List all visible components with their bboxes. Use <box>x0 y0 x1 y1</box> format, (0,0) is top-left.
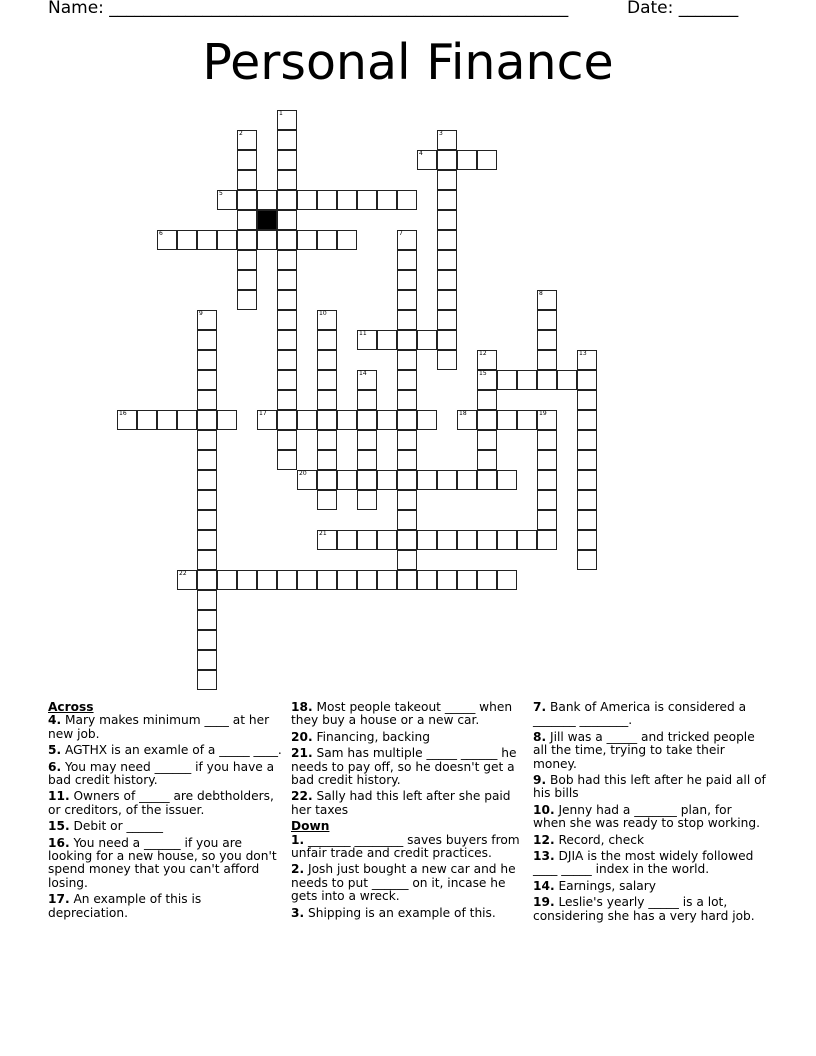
grid-cell[interactable] <box>277 350 297 370</box>
grid-cell[interactable] <box>297 570 317 590</box>
down-clue: 3. Shipping is an example of this. <box>291 905 496 920</box>
grid-cell[interactable] <box>237 190 257 210</box>
grid-cell[interactable] <box>277 410 297 430</box>
grid-cell[interactable] <box>477 350 497 370</box>
across-clue: 17. An example of this is depreciation. <box>48 892 202 920</box>
grid-cell[interactable] <box>197 630 217 650</box>
grid-cell[interactable] <box>217 570 237 590</box>
grid-cell[interactable] <box>377 410 397 430</box>
grid-cell[interactable] <box>537 350 557 370</box>
clue-number: 16 <box>119 410 127 417</box>
grid-cell[interactable] <box>197 450 217 470</box>
clue-column-3 <box>533 701 768 926</box>
grid-cell[interactable] <box>537 450 557 470</box>
grid-cell[interactable] <box>277 390 297 410</box>
down-clue: 14. Earnings, salary <box>533 878 656 893</box>
grid-cell[interactable] <box>577 450 597 470</box>
clue-number: 10 <box>319 310 327 317</box>
grid-cell[interactable] <box>337 410 357 430</box>
grid-cell[interactable] <box>537 370 557 390</box>
grid-cell[interactable] <box>277 230 297 250</box>
across-clue: 4. Mary makes minimum ____ at her new job. <box>48 713 270 741</box>
grid-cell[interactable] <box>517 410 537 430</box>
grid-cell[interactable] <box>357 390 377 410</box>
down-clue: 8. Jill was a _____ and tricked people all the time, trying to take their money. <box>533 729 755 771</box>
grid-cell[interactable] <box>437 150 457 170</box>
grid-cell[interactable] <box>377 470 397 490</box>
grid-cell[interactable] <box>217 190 237 210</box>
grid-cell[interactable] <box>357 330 377 350</box>
grid-cell[interactable] <box>437 170 457 190</box>
across-clue: 20. Financing, backing <box>291 729 430 744</box>
grid-cell[interactable] <box>197 430 217 450</box>
grid-cell[interactable] <box>237 250 257 270</box>
grid-cell[interactable] <box>357 570 377 590</box>
grid-cell[interactable] <box>397 290 417 310</box>
grid-cell[interactable] <box>277 370 297 390</box>
grid-cell[interactable] <box>357 190 377 210</box>
grid-cell[interactable] <box>257 190 277 210</box>
grid-cell[interactable] <box>317 470 337 490</box>
grid-cell[interactable] <box>397 370 417 390</box>
grid-cell[interactable] <box>437 130 457 150</box>
grid-cell[interactable] <box>237 270 257 290</box>
grid-cell[interactable] <box>377 530 397 550</box>
down-clue: 7. Bank of America is considered a _______ ________. <box>533 700 747 728</box>
grid-cell[interactable] <box>577 490 597 510</box>
grid-cell[interactable] <box>177 230 197 250</box>
grid-cell[interactable] <box>437 530 457 550</box>
grid-cell[interactable] <box>197 410 217 430</box>
grid-cell[interactable] <box>477 410 497 430</box>
clue-number: 19 <box>539 410 547 417</box>
grid-cell[interactable] <box>377 330 397 350</box>
across-clue: 18. Most people takeout _____ when they buy a house or a new car. <box>291 700 513 728</box>
grid-cell[interactable] <box>437 350 457 370</box>
grid-cell[interactable] <box>277 150 297 170</box>
grid-cell[interactable] <box>377 190 397 210</box>
grid-cell[interactable] <box>397 250 417 270</box>
grid-cell[interactable] <box>457 470 477 490</box>
down-clue: 13. DJIA is the most widely followed ____ _____ index in the world. <box>533 849 754 877</box>
puzzle-title: Personal Finance <box>202 34 614 91</box>
down-clue: 10. Jenny had a _______ plan, for when she was ready to stop working. <box>533 802 760 831</box>
grid-cell[interactable] <box>257 570 277 590</box>
across-heading: Across <box>48 700 94 714</box>
grid-block <box>257 210 277 230</box>
grid-cell[interactable] <box>297 190 317 210</box>
clue-column-2 <box>291 701 527 923</box>
grid-cell[interactable] <box>297 470 317 490</box>
grid-cell[interactable] <box>417 150 437 170</box>
clue-number: 3 <box>439 130 443 137</box>
grid-cell[interactable] <box>177 570 197 590</box>
grid-cell[interactable] <box>477 470 497 490</box>
grid-cell[interactable] <box>397 470 417 490</box>
grid-cell[interactable] <box>497 370 517 390</box>
grid-cell[interactable] <box>277 330 297 350</box>
across-clue: 6. You may need ______ if you have a bad credit history. <box>48 759 275 788</box>
grid-cell[interactable] <box>237 210 257 230</box>
grid-cell[interactable] <box>577 470 597 490</box>
grid-cell[interactable] <box>197 530 217 550</box>
grid-cell[interactable] <box>197 650 217 670</box>
grid-cell[interactable] <box>197 230 217 250</box>
grid-cell[interactable] <box>257 230 277 250</box>
grid-cell[interactable] <box>277 250 297 270</box>
grid-cell[interactable] <box>437 250 457 270</box>
grid-cell[interactable] <box>197 510 217 530</box>
grid-cell[interactable] <box>537 470 557 490</box>
grid-cell[interactable] <box>197 570 217 590</box>
grid-cell[interactable] <box>417 570 437 590</box>
grid-cell[interactable] <box>577 370 597 390</box>
grid-cell[interactable] <box>277 270 297 290</box>
clue-number: 18 <box>459 410 467 417</box>
clue-number: 15 <box>479 370 487 377</box>
grid-cell[interactable] <box>357 470 377 490</box>
grid-cell[interactable] <box>397 490 417 510</box>
down-clue: 1. _______ ________ saves buyers from unfair trade and credit practices. <box>291 832 520 861</box>
grid-cell[interactable] <box>237 290 257 310</box>
grid-cell[interactable] <box>237 130 257 150</box>
grid-cell[interactable] <box>157 410 177 430</box>
grid-cell[interactable] <box>557 370 577 390</box>
grid-cell[interactable] <box>337 470 357 490</box>
grid-cell[interactable] <box>437 310 457 330</box>
grid-cell[interactable] <box>497 410 517 430</box>
grid-cell[interactable] <box>497 530 517 550</box>
clue-number: 13 <box>579 350 587 357</box>
grid-cell[interactable] <box>317 330 337 350</box>
clue-number: 11 <box>359 330 367 337</box>
grid-cell[interactable] <box>397 410 417 430</box>
grid-cell[interactable] <box>477 390 497 410</box>
clue-number: 22 <box>179 570 187 577</box>
grid-cell[interactable] <box>397 270 417 290</box>
grid-cell[interactable] <box>277 130 297 150</box>
grid-cell[interactable] <box>357 530 377 550</box>
grid-cell[interactable] <box>537 510 557 530</box>
grid-cell[interactable] <box>277 310 297 330</box>
clue-number: 20 <box>299 470 307 477</box>
clue-number: 1 <box>279 110 283 117</box>
clue-number: 17 <box>259 410 267 417</box>
grid-cell[interactable] <box>317 230 337 250</box>
grid-cell[interactable] <box>397 390 417 410</box>
grid-cell[interactable] <box>517 530 537 550</box>
grid-cell[interactable] <box>577 350 597 370</box>
clue-number: 4 <box>419 150 423 157</box>
grid-cell[interactable] <box>537 290 557 310</box>
clue-number: 2 <box>239 130 243 137</box>
grid-cell[interactable] <box>337 190 357 210</box>
grid-cell[interactable] <box>457 570 477 590</box>
grid-cell[interactable] <box>457 530 477 550</box>
clue-number: 5 <box>219 190 223 197</box>
grid-cell[interactable] <box>437 330 457 350</box>
grid-cell[interactable] <box>437 570 457 590</box>
across-clue: 16. You need a ______ if you are looking for a new house, so you don't spend money that you can't afford losing. <box>48 835 277 890</box>
grid-cell[interactable] <box>217 230 237 250</box>
grid-cell[interactable] <box>437 270 457 290</box>
grid-cell[interactable] <box>317 370 337 390</box>
clue-number: 9 <box>199 310 203 317</box>
grid-cell[interactable] <box>197 370 217 390</box>
grid-cell[interactable] <box>417 530 437 550</box>
grid-cell[interactable] <box>437 230 457 250</box>
grid-cell[interactable] <box>397 310 417 330</box>
grid-cell[interactable] <box>317 190 337 210</box>
grid-cell[interactable] <box>277 570 297 590</box>
grid-cell[interactable] <box>277 210 297 230</box>
grid-cell[interactable] <box>417 410 437 430</box>
grid-cell[interactable] <box>317 530 337 550</box>
grid-cell[interactable] <box>417 330 437 350</box>
grid-cell[interactable] <box>397 230 417 250</box>
grid-cell[interactable] <box>197 310 217 330</box>
grid-cell[interactable] <box>317 350 337 370</box>
grid-cell[interactable] <box>177 410 197 430</box>
grid-cell[interactable] <box>157 230 177 250</box>
grid-cell[interactable] <box>197 610 217 630</box>
grid-cell[interactable] <box>277 290 297 310</box>
grid-cell[interactable] <box>277 170 297 190</box>
grid-cell[interactable] <box>397 430 417 450</box>
clue-number: 12 <box>479 350 487 357</box>
across-clue: 15. Debit or ______ <box>48 819 164 834</box>
grid-cell[interactable] <box>317 390 337 410</box>
grid-cell[interactable] <box>317 430 337 450</box>
grid-cell[interactable] <box>357 430 377 450</box>
grid-cell[interactable] <box>537 430 557 450</box>
grid-cell[interactable] <box>477 430 497 450</box>
grid-cell[interactable] <box>397 550 417 570</box>
grid-cell[interactable] <box>577 550 597 570</box>
clue-number: 8 <box>539 290 543 297</box>
across-clue: 11. Owners of _____ are debtholders, or creditors, of the issuer. <box>48 789 274 817</box>
grid-cell[interactable] <box>537 310 557 330</box>
grid-cell[interactable] <box>397 450 417 470</box>
grid-cell[interactable] <box>477 150 497 170</box>
grid-cell[interactable] <box>337 230 357 250</box>
grid-cell[interactable] <box>197 590 217 610</box>
grid-cell[interactable] <box>237 230 257 250</box>
grid-cell[interactable] <box>517 370 537 390</box>
grid-cell[interactable] <box>117 410 137 430</box>
grid-cell[interactable] <box>317 310 337 330</box>
grid-cell[interactable] <box>477 450 497 470</box>
grid-cell[interactable] <box>277 450 297 470</box>
grid-cell[interactable] <box>497 570 517 590</box>
down-clue: 2. Josh just bought a new car and he needs to put ______ on it, incase he gets into a wreck. <box>291 862 516 904</box>
grid-cell[interactable] <box>317 450 337 470</box>
down-clue: 9. Bob had this left after he paid all of his bills <box>533 773 766 801</box>
grid-cell[interactable] <box>337 530 357 550</box>
grid-cell[interactable] <box>577 430 597 450</box>
grid-cell[interactable] <box>197 490 217 510</box>
grid-cell[interactable] <box>497 470 517 490</box>
grid-cell[interactable] <box>437 190 457 210</box>
grid-cell[interactable] <box>397 190 417 210</box>
grid-cell[interactable] <box>357 450 377 470</box>
grid-cell[interactable] <box>357 490 377 510</box>
grid-cell[interactable] <box>237 150 257 170</box>
across-clue: 21. Sam has multiple _____ ______ he needs to pay off, so he doesn't get a bad credit history. <box>291 746 517 788</box>
grid-cell[interactable] <box>477 370 497 390</box>
clue-number: 14 <box>359 370 367 377</box>
grid-cell[interactable] <box>477 530 497 550</box>
grid-cell[interactable] <box>457 150 477 170</box>
grid-cell[interactable] <box>577 510 597 530</box>
grid-cell[interactable] <box>477 570 497 590</box>
clue-number: 7 <box>399 230 403 237</box>
grid-cell[interactable] <box>577 530 597 550</box>
grid-cell[interactable] <box>357 410 377 430</box>
clue-number: 21 <box>319 530 327 537</box>
grid-cell[interactable] <box>137 410 157 430</box>
down-heading: Down <box>291 819 330 834</box>
grid-cell[interactable] <box>417 470 437 490</box>
grid-cell[interactable] <box>197 550 217 570</box>
grid-cell[interactable] <box>297 410 317 430</box>
grid-cell[interactable] <box>577 390 597 410</box>
grid-cell[interactable] <box>457 410 477 430</box>
grid-cell[interactable] <box>197 330 217 350</box>
grid-cell[interactable] <box>197 670 217 690</box>
grid-cell[interactable] <box>397 510 417 530</box>
clue-column-1 <box>48 701 283 923</box>
grid-cell[interactable] <box>277 190 297 210</box>
grid-cell[interactable] <box>357 370 377 390</box>
across-clue: 22. Sally had this left after she paid her taxes <box>291 789 511 817</box>
grid-cell[interactable] <box>437 290 457 310</box>
grid-cell[interactable] <box>257 410 277 430</box>
grid-cell[interactable] <box>397 530 417 550</box>
grid-cell[interactable] <box>277 110 297 130</box>
grid-cell[interactable] <box>437 470 457 490</box>
grid-cell[interactable] <box>397 570 417 590</box>
grid-cell[interactable] <box>337 570 357 590</box>
grid-cell[interactable] <box>197 390 217 410</box>
grid-cell[interactable] <box>197 470 217 490</box>
clue-number: 6 <box>159 230 163 237</box>
grid-cell[interactable] <box>537 530 557 550</box>
grid-cell[interactable] <box>537 410 557 430</box>
grid-cell[interactable] <box>397 330 417 350</box>
grid-cell[interactable] <box>197 350 217 370</box>
grid-cell[interactable] <box>217 410 237 430</box>
grid-cell[interactable] <box>397 350 417 370</box>
grid-cell[interactable] <box>437 210 457 230</box>
name-field-label: Name: ______________________________________________________ <box>48 0 569 18</box>
grid-cell[interactable] <box>237 570 257 590</box>
down-clue: 19. Leslie's yearly _____ is a lot, considering she has a very hard job. <box>533 895 755 923</box>
grid-cell[interactable] <box>297 230 317 250</box>
grid-cell[interactable] <box>317 570 337 590</box>
grid-cell[interactable] <box>317 410 337 430</box>
grid-cell[interactable] <box>377 570 397 590</box>
grid-cell[interactable] <box>317 490 337 510</box>
grid-cell[interactable] <box>537 490 557 510</box>
grid-cell[interactable] <box>237 170 257 190</box>
grid-cell[interactable] <box>577 410 597 430</box>
grid-cell[interactable] <box>537 330 557 350</box>
across-clue: 5. AGTHX is an examle of a _____ ____. <box>48 743 282 758</box>
down-clue: 12. Record, check <box>533 832 645 847</box>
grid-cell[interactable] <box>277 430 297 450</box>
date-field-label: Date: _______ <box>627 0 739 18</box>
